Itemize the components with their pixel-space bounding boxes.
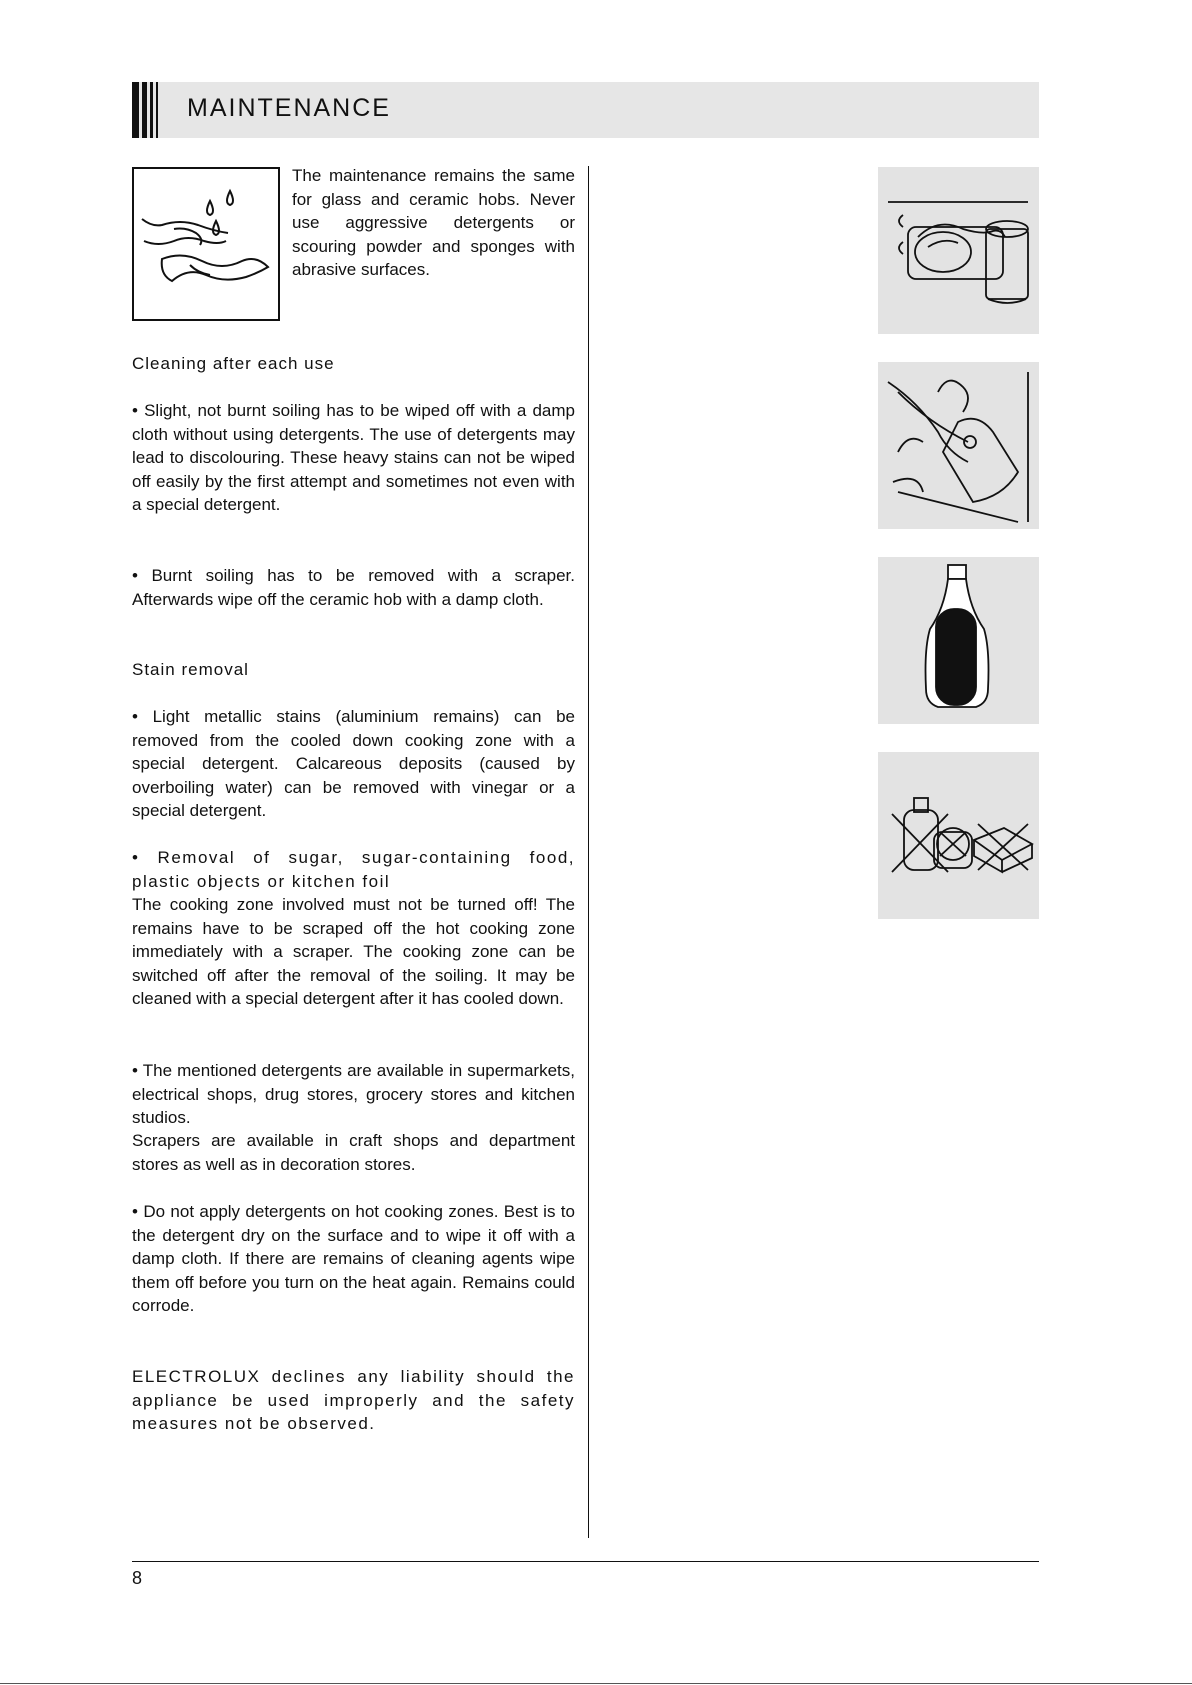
column-divider xyxy=(588,166,589,1538)
stain-paragraph: • Light metallic stains (aluminium remains) can be removed from the cooled down cooking zone with a special detergent. Calcareous deposits (caused by overboiling water) can be removed with vinegar or a special detergent. xyxy=(132,707,575,820)
hand-cloth-icon xyxy=(132,167,280,321)
stain-heading: Stain removal xyxy=(132,660,249,679)
detergents-paragraph-1: • The mentioned detergents are available in supermarkets, electrical shops, drug stores, grocery stores and kitchen studios. xyxy=(132,1061,575,1127)
liability-paragraph: ELECTROLUX declines any liability should the appliance be used improperly and the safety measures not be observed. xyxy=(132,1367,575,1433)
detergents-paragraph-2: Scrapers are available in craft shops and department stores as well as in decoration stores. xyxy=(132,1131,575,1174)
footer-rule xyxy=(132,1561,1039,1562)
sugar-paragraph: The cooking zone involved must not be turned off! The remains have to be scraped off the hot cooking zone immediately with a scraper. The cooking zone can be switched off after the removal of the soiling. It may be cleaned with a special detergent after it has cooled down. xyxy=(132,895,575,1008)
page-title: MAINTENANCE xyxy=(187,94,391,122)
wiping-hob-illustration xyxy=(878,167,1039,334)
intro-paragraph: The maintenance remains the same for glass and ceramic hobs. Never use aggressive detergents or scouring powder and sponges with abrasive surfaces. xyxy=(292,166,575,279)
scraper-illustration xyxy=(878,362,1039,529)
cleaning-paragraph-1: • Slight, not burnt soiling has to be wiped off with a damp cloth without using detergents. The use of detergents may lead to discolouring. These heavy stains can not be wiped off easily by the first attempt and sometimes not even with a special detergent. xyxy=(132,401,575,514)
page-edge xyxy=(0,1683,1192,1684)
prohibited-cleaners-illustration xyxy=(878,752,1039,919)
detergent-bottle-illustration xyxy=(878,557,1039,724)
cleaning-paragraph-2: • Burnt soiling has to be removed with a scraper. Afterwards wipe off the ceramic hob with a damp cloth. xyxy=(132,566,575,609)
hot-zones-paragraph: • Do not apply detergents on hot cooking zones. Best is to the detergent dry on the surface and to wipe it off with a damp cloth. If there are remains of cleaning agents wipe them off before you turn on the heat again. Remains could corrode. xyxy=(132,1202,575,1315)
cleaning-heading: Cleaning after each use xyxy=(132,354,335,373)
sugar-heading: • Removal of sugar, sugar-containing food, plastic objects or kitchen foil xyxy=(132,848,575,891)
page-number: 8 xyxy=(132,1568,143,1588)
header-stripes-icon xyxy=(132,82,162,138)
